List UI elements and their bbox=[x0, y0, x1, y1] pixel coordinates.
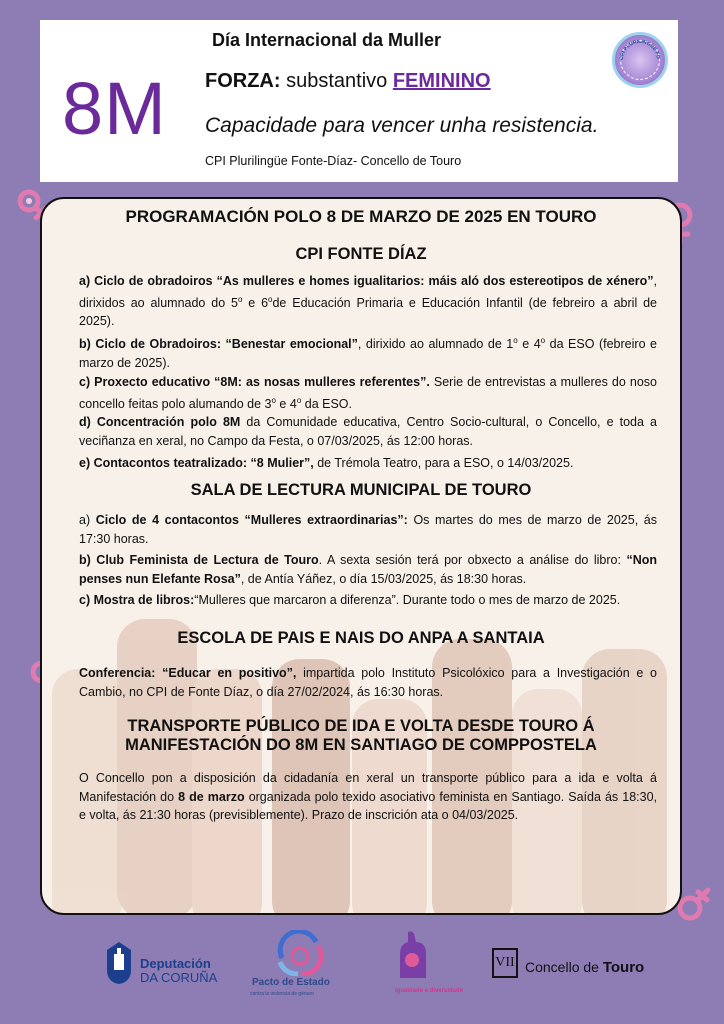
program-title: PROGRAMACIÓN POLO 8 DE MARZO DE 2025 EN TOURO bbox=[125, 207, 597, 226]
forza-mid: substantivo bbox=[280, 70, 393, 92]
cpi-item-c: c) Proxecto educativo “8M: as nosas mulleres referentes”. Serie de entrevistas a mulleres do noso concello feitas polo alumando de 3$^o$ e 4$^o$ da ESO. bbox=[79, 375, 657, 411]
igualdade-logo-text: igualdade e diversidade bbox=[395, 988, 464, 994]
section-cpi-title: CPI FONTE DÍAZ bbox=[295, 245, 427, 263]
section-escola-title: ESCOLA DE PAIS E NAIS DO ANPA A SANTAIA bbox=[177, 629, 545, 647]
section-sala-title: SALA DE LECTURA MUNICIPAL DE TOURO bbox=[190, 481, 532, 499]
sala-item-a: a) Ciclo de 4 contacontos “Mulleres extraordinarias”: Os martes do mes de marzo de 2025, ás 17:30 horas. bbox=[79, 513, 657, 546]
pacto-logo-subtext: contra la violencia de género bbox=[250, 991, 314, 997]
header-banner bbox=[40, 20, 678, 182]
cpi-item-e: e) Contacontos teatralizado: “8 Mulier”, de Trémola Teatro, para a ESO, o 14/03/2025. bbox=[79, 456, 574, 470]
school-logo-text bbox=[615, 35, 665, 85]
pacto-estado-icon bbox=[272, 930, 328, 976]
cpi-item-b: b) Ciclo de Obradoiros: “Benestar emocional”, dirixido ao alumnado de 1$^o$ e 4$^o$ da ESO (febreiro e marzo de 2025). bbox=[79, 336, 657, 370]
forza-emph: FEMININO bbox=[392, 70, 491, 92]
forza-label: FORZA: bbox=[205, 70, 281, 92]
touro-seal-icon: VII bbox=[492, 948, 518, 978]
svg-text:CPI PLURILINGÜE FONTE-DÍAZ: CPI PLURILINGÜE FO bbox=[618, 38, 662, 61]
touro-logo-text: Concello de Touro bbox=[525, 959, 645, 976]
section-transporte-title: TRANSPORTE PÚBLICO DE IDA E VOLTA DESDE TOURO Á MANIFESTACIÓN DO 8M EN SANTIAGO DE COMPPOSTELA bbox=[125, 717, 597, 754]
program-panel bbox=[40, 197, 682, 915]
cpi-item-d: d) Concentración polo 8M da Comunidade educativa, Centro Socio-cultural, o Concello, e toda a veciñanza en xeral, no Campo da Festa, o 07/03/2025, ás 12:00 horas. bbox=[79, 415, 657, 448]
cpi-item-a: a) Ciclo de obradoiros “As mulleres e homes igualitarios: máis aló dos estereotipos de xénero”, dirixidos ao alumnado do 5$^o$ e 6$^o$de Educación Primaria e Educación Infantil (de febreiro a abril de 2025). bbox=[79, 274, 657, 329]
forza-line bbox=[205, 70, 491, 93]
deputacion-crest-icon bbox=[104, 940, 134, 986]
tagline: Capacidade para vencer unha resistencia. bbox=[205, 114, 599, 137]
big-8m-label: 8M bbox=[62, 67, 167, 150]
school-line: CPI Plurilingüe Fonte-Díaz- Concello de Touro bbox=[205, 154, 462, 168]
sala-item-b: b) Club Feminista de Lectura de Touro. A sexta sesión terá por obxecto a análise do libro: “Non penses nun Elefante Rosa”, de Antía Yáñez, o día 15/03/2025, ás 18:30 horas. bbox=[79, 553, 657, 586]
deputacion-logo-text: Deputación DA CORUÑA bbox=[140, 956, 218, 985]
transporte-item: O Concello pon a disposición da cidadanía en xeral un transporte público para a ida e volta á Manifestación do 8 de marzo organizada polo texido asociativo feminista en Santiago. Saída ás 18:30, e volta, ás 21:30 horas (previsiblemente). Prazo de inscrición ata o 04/03/2025. bbox=[79, 771, 657, 822]
pacto-logo-text: Pacto de Estado bbox=[252, 977, 330, 988]
igualdade-hand-icon bbox=[390, 928, 434, 984]
header-title: Día Internacional da Muller bbox=[212, 30, 442, 50]
sala-item-c: c) Mostra de libros:“Mulleres que marcaron a diferenza”. Durante todo o mes de marzo de 2025. bbox=[79, 593, 621, 607]
school-logo bbox=[612, 32, 668, 88]
escola-item: Conferencia: “Educar en positivo”, impartida polo Instituto Psicolóxico para a Investigación e o Cambio, no CPI de Fonte Díaz, o día 27/02/2024, ás 16:30 horas. bbox=[79, 666, 657, 699]
